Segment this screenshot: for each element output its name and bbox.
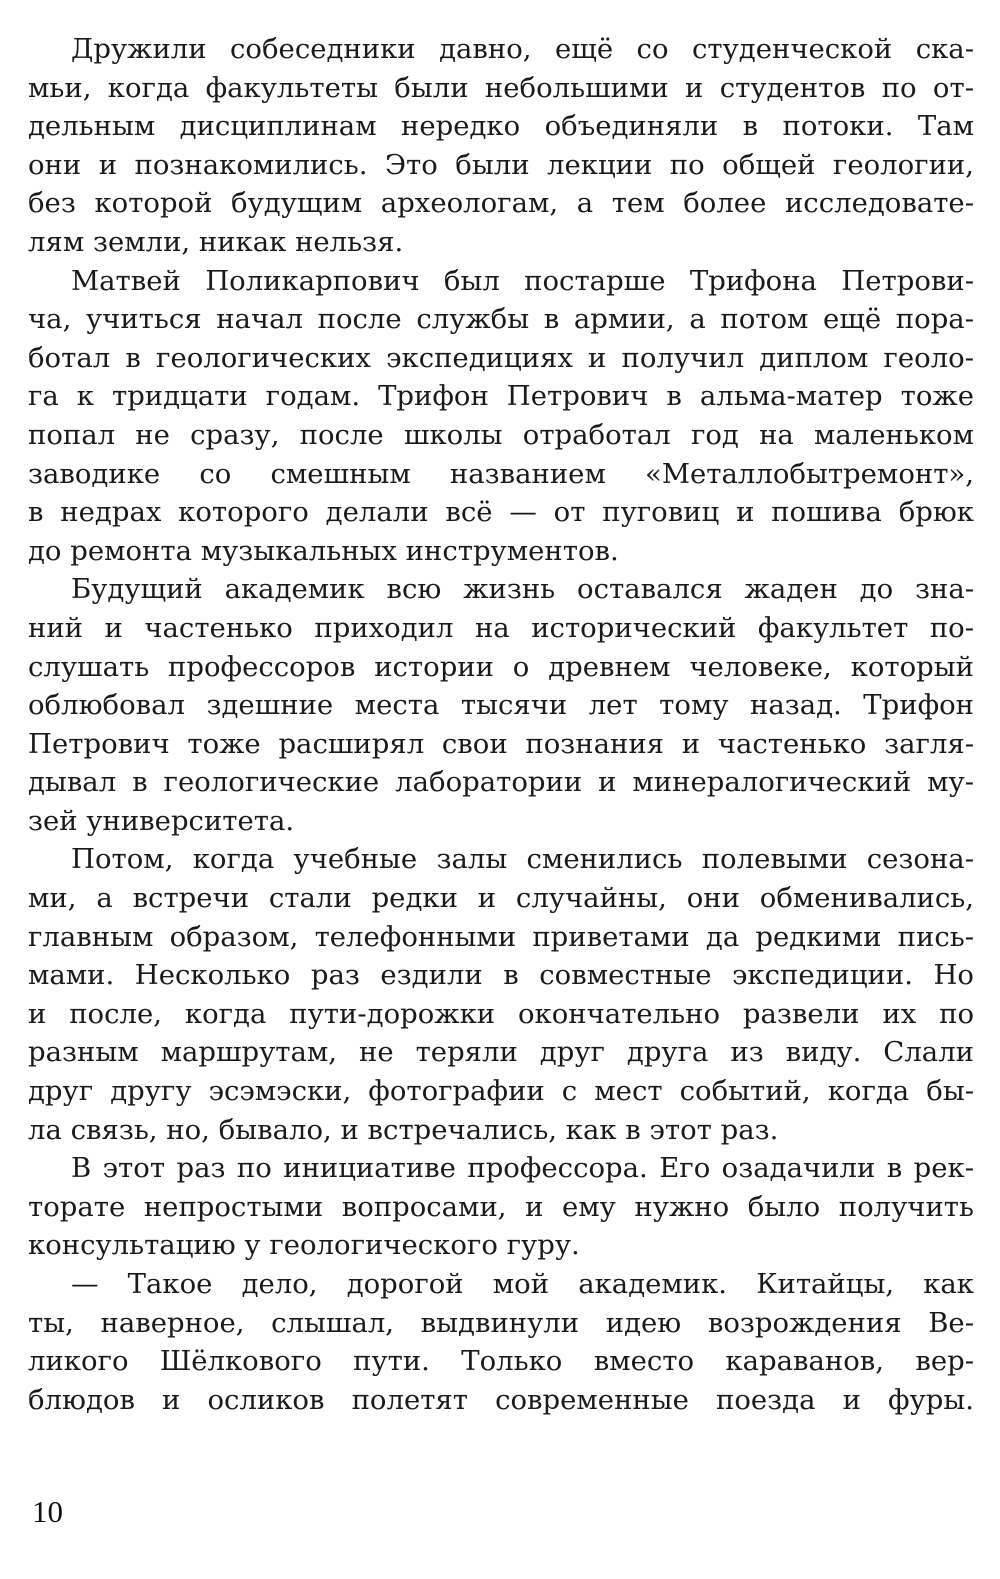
paragraph [28, 262, 974, 571]
text-line: дельным дисциплинам нередко объединяли в потоки. Там [28, 110, 974, 143]
text-line: Дружили собеседники давно, ещё со студенческой ска- [71, 33, 974, 65]
text-line: Будущий академик всю жизнь оставался жаден до зна- [71, 573, 974, 606]
text-line: ний и частенько приходил на исторический факультет по- [28, 611, 974, 644]
text-line: главным образом, телефонными приветами да редкими пись- [28, 920, 974, 953]
text-line: облюбовал здешние места тысячи лет тому назад. Трифон [28, 689, 974, 722]
text-line: Петрович тоже расширял свои познания и частенько загля- [28, 727, 974, 760]
paragraph [28, 840, 974, 1149]
page-number: 10 [32, 1494, 63, 1529]
text-line: друг другу эсэмэски, фотографии с мест событий, когда бы- [28, 1075, 974, 1108]
text-line: ми, а встречи стали редки и случайны, они обменивались, [28, 882, 974, 915]
text-line: блюдов и осликов полетят современные поезда и фуры. [28, 1383, 974, 1416]
text-line: га к тридцати годам. Трифон Петрович в альма-матер тоже [28, 380, 974, 413]
text-line: до ремонта музыкальных инструментов. [28, 534, 619, 567]
text-line: без которой будущим археологам, а тем более исследовате- [28, 187, 974, 220]
text-line: мьи, когда факультеты были небольшими и студентов по от- [28, 71, 974, 104]
text-line: дывал в геологические лаборатории и минералогический му- [28, 766, 974, 799]
text-line: ча, учиться начал после службы в армии, а потом ещё пора- [28, 303, 974, 336]
text-line: попал не сразу, после школы отработал год на маленьком [28, 418, 974, 451]
text-line: Матвей Поликарпович был постарше Трифона Петрови- [71, 264, 974, 297]
paragraph [28, 570, 974, 840]
paragraph [28, 30, 974, 262]
text-line: консультацию у геологического гуру. [28, 1229, 580, 1262]
text-line: Потом, когда учебные залы сменились полевыми сезона- [71, 843, 974, 876]
text-line: зей университета. [28, 804, 295, 837]
paragraph [28, 1149, 974, 1265]
text-line: в недрах которого делали всё — от пуговиц и пошива брюк [28, 496, 974, 529]
text-line: слушать профессоров истории о древнем человеке, который [28, 650, 974, 683]
text-line: ла связь, но, бывало, и встречались, как в этот раз. [28, 1113, 779, 1146]
text-line: они и познакомились. Это были лекции по общей геологии, [28, 148, 974, 181]
text-line: лям земли, никак нельзя. [28, 225, 404, 258]
text-line: — Такое дело, дорогой мой академик. Китайцы, как [71, 1268, 974, 1300]
text-line: заводике со смешным названием «Металлобытремонт», [28, 457, 974, 490]
text-line: и после, когда пути-дорожки окончательно развели их по [28, 997, 974, 1030]
text-line: мами. Несколько раз ездили в совместные экспедиции. Но [28, 959, 974, 992]
paragraph [28, 1265, 974, 1419]
text-line: ликого Шёлкового пути. Только вместо караванов, вер- [28, 1345, 974, 1378]
text-line: разным маршрутам, не теряли друг друга из виду. Слали [28, 1036, 974, 1069]
text-line: торате непростыми вопросами, и ему нужно было получить [28, 1190, 974, 1223]
text-line: ботал в геологических экспедициях и получил диплом геоло- [28, 341, 974, 374]
text-line: В этот раз по инициативе профессора. Его озадачили в рек- [71, 1152, 974, 1185]
text-line: ты, наверное, слышал, выдвинули идею возрождения Ве- [28, 1306, 974, 1339]
